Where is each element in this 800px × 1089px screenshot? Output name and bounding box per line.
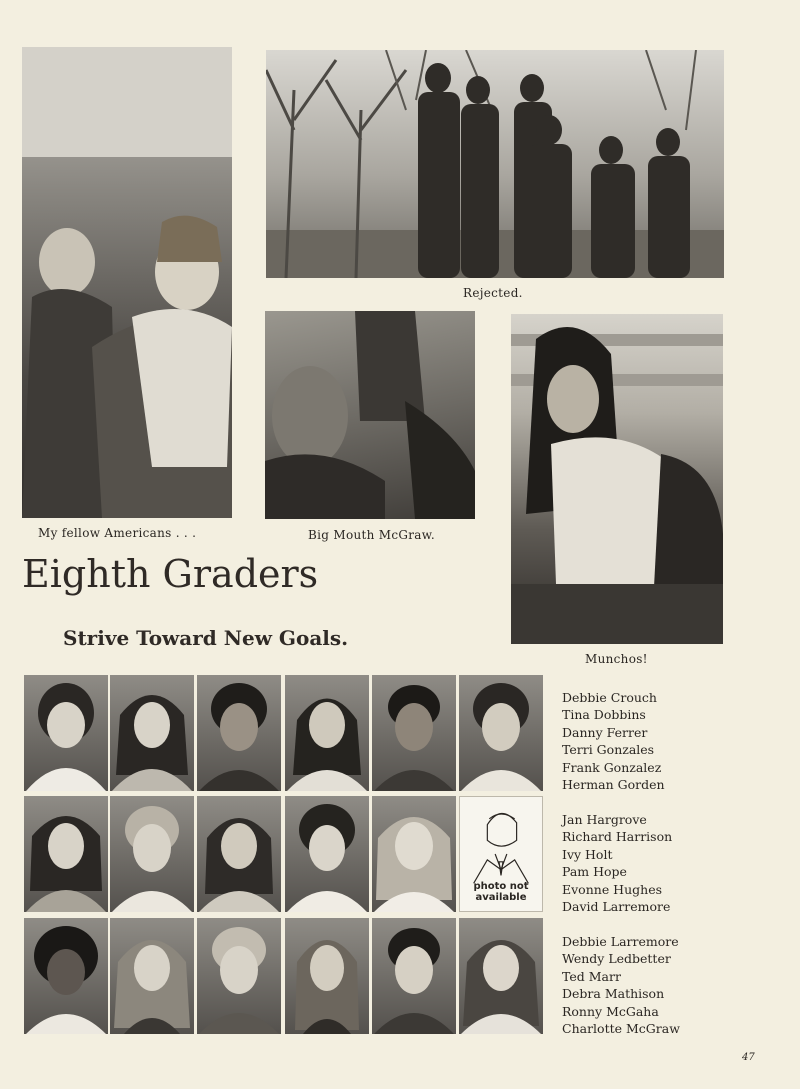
student-name: Richard Harrison [562,829,673,845]
student-name: Ted Marr [562,968,621,984]
student-name: Ivy Holt [562,846,613,862]
portrait-ronny-mcgaha [372,918,456,1034]
caption-big-mouth: Big Mouth McGraw. [308,528,436,542]
portrait-tina-dobbins [110,675,194,791]
student-name: Debra Mathison [562,986,665,1002]
portrait-debbie-crouch [24,675,108,791]
student-name: Frank Gonzalez [562,759,662,775]
photo-not-available-text [460,881,542,903]
student-name: Danny Ferrer [562,724,648,740]
student-name: Ronny McGaha [562,1003,659,1019]
name-list-row-2 [562,811,672,915]
portrait-evonne-hughes [372,796,456,912]
portrait-wendy-ledbetter [110,918,194,1034]
portrait-david-larremore-placeholder [459,796,543,912]
student-name: Pam Hope [562,864,627,880]
portrait-debbie-larremore [24,918,108,1034]
student-name: Debbie Larremore [562,934,679,949]
student-name: Evonne Hughes [562,881,662,897]
photo-big-mouth [265,311,475,519]
student-name: Herman Gorden [562,777,665,793]
portrait-danny-ferrer [197,675,281,791]
page-title: Eighth Graders [22,552,319,596]
portrait-charlotte-mcgraw [459,918,543,1034]
student-name: David Larremore [562,899,671,915]
student-name: Terri Gonzales [562,742,655,758]
page-subtitle: Strive Toward New Goals. [63,626,349,650]
caption-fellow-americans: My fellow Americans . . . [38,526,197,540]
page-number: 47 [742,1052,755,1063]
student-name: Tina Dobbins [562,707,646,723]
portrait-pam-hope [285,796,369,912]
placeholder-line2: available [475,892,527,903]
name-list-row-1 [562,689,665,793]
photo-fellow-americans [22,47,232,518]
portrait-frank-gonzalez [372,675,456,791]
portrait-debra-mathison [285,918,369,1034]
student-name: Charlotte McGraw [562,1021,680,1037]
photo-rejected [266,50,724,278]
name-list-row-3 [562,933,680,1037]
portrait-richard-harrison [110,796,194,912]
portrait-ivy-holt [197,796,281,912]
photo-munchos [511,314,723,644]
portrait-terri-gonzales [285,675,369,791]
portrait-herman-gorden [459,675,543,791]
caption-rejected: Rejected. [463,286,523,300]
portrait-jan-hargrove [24,796,108,912]
student-name: Debbie Crouch [562,690,657,705]
caption-munchos: Munchos! [585,652,648,666]
student-name: Jan Hargrove [562,812,647,827]
student-name: Wendy Ledbetter [562,951,671,967]
portrait-ted-marr [197,918,281,1034]
placeholder-line1: photo not [473,881,529,892]
